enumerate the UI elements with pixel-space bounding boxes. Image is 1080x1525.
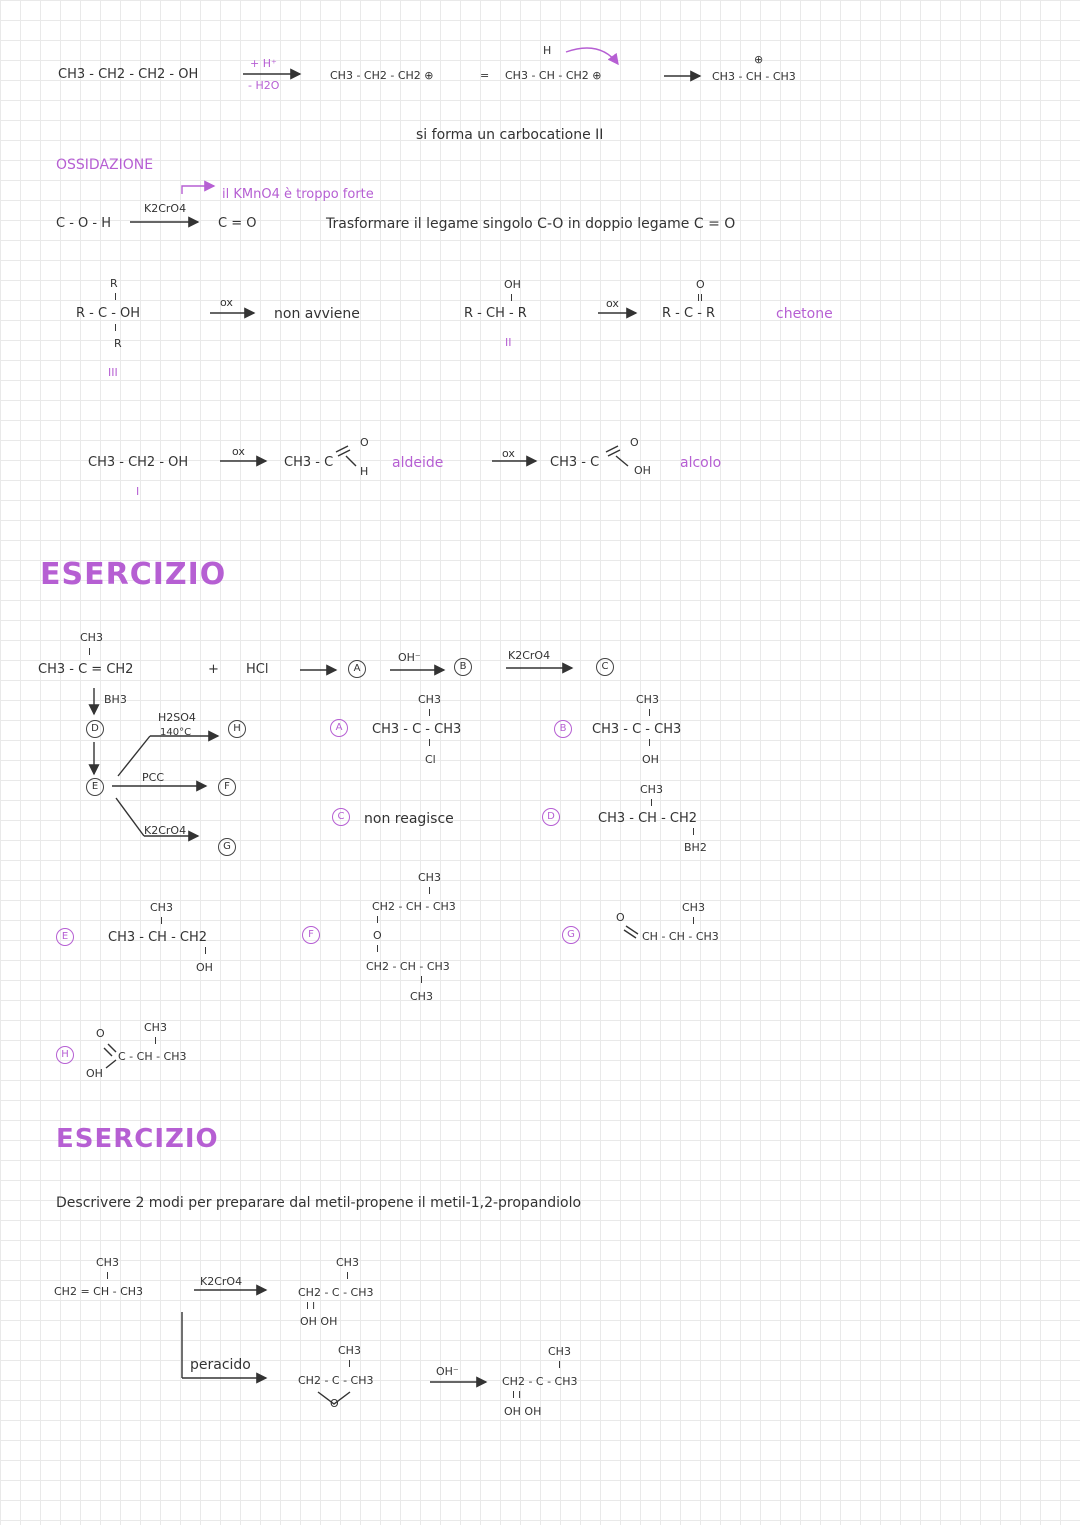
ex2-p2-main: CH2 - C - CH3: [502, 1375, 578, 1388]
ex1-circle-a: A: [348, 660, 366, 678]
sec-main: R - CH - R: [464, 306, 527, 321]
ex1-d-sub: BH2: [684, 841, 707, 854]
sec-label: II: [505, 336, 512, 349]
ex1-temp: 140°C: [160, 727, 192, 738]
tert-bar-bot: I: [114, 323, 117, 334]
r1-note: si forma un carbocatione II: [416, 127, 604, 143]
ex1-d-bar2: I: [692, 827, 695, 838]
tert-r-bot: R: [114, 337, 122, 350]
ex1-g-bar: I: [692, 916, 695, 927]
ex2-p1-bar: I: [346, 1271, 349, 1282]
ex2-p1-ch3: CH3: [336, 1256, 359, 1269]
ex1-a-bar2: I: [428, 738, 431, 749]
r1-reactant: CH3 - CH2 - CH2 - OH: [58, 67, 199, 82]
ex2-ep-bar: I: [348, 1359, 351, 1370]
ex1-a-bar: I: [428, 708, 431, 719]
r1-h-label: H: [543, 44, 552, 57]
ex1-circle-f: F: [218, 778, 236, 796]
sec-oh: OH: [504, 278, 521, 291]
ex1-h-ch3: CH3: [144, 1021, 167, 1034]
ex1-plus: +: [208, 662, 219, 677]
ex2-p1-main: CH2 - C - CH3: [298, 1286, 374, 1299]
ex1-d-bar: I: [650, 798, 653, 809]
ex2-title: ESERCIZIO: [56, 1124, 219, 1154]
ex1-f-bot: CH2 - CH - CH3: [366, 960, 450, 973]
ex1-e-bar2: I: [204, 946, 207, 957]
ex2-ep-o: O: [330, 1397, 339, 1410]
ex1-b-bar: I: [648, 708, 651, 719]
ex1-circle-d: D: [86, 720, 104, 738]
prim-ox1: ox: [232, 445, 245, 458]
ex1-h-oh: OH: [86, 1067, 103, 1080]
ex1-start-main: CH3 - C = CH2: [38, 662, 134, 677]
ex1-a-main: CH3 - C - CH3: [372, 722, 462, 737]
ex2-p2-bars: I I: [512, 1390, 522, 1401]
ex2-start: CH2 = CH - CH3: [54, 1285, 144, 1298]
ex1-title: ESERCIZIO: [40, 557, 227, 592]
arrow-ex1-e-h: [118, 736, 150, 776]
sec-product: R - C - R: [662, 306, 716, 321]
ex2-p1-bars: I I: [306, 1301, 316, 1312]
ex1-f-ch3: CH3: [418, 871, 441, 884]
ex1-k2: K2CrO4: [508, 649, 551, 662]
ex1-f-bar: I: [428, 886, 431, 897]
r1-cation2: CH3 - CH - CH2 ⊕: [505, 69, 602, 82]
ex1-f-ch3b: CH3: [410, 990, 433, 1003]
ex1-e-bar: I: [160, 916, 163, 927]
ex1-pcc: PCC: [142, 771, 164, 784]
ex1-c-text: non reagisce: [364, 811, 454, 827]
prim-ald-o: O: [360, 436, 369, 449]
ex1-circle-c: C: [596, 658, 614, 676]
ex2-oh: OH⁻: [436, 1365, 459, 1378]
prim-acid-oh: OH: [634, 464, 651, 477]
prim-ald: CH3 - C: [284, 455, 334, 470]
prim-ald-name: aldeide: [392, 455, 444, 471]
hydride-shift-arrow: [566, 48, 618, 64]
ex1-label-a: A: [330, 719, 348, 737]
prim-ox2: ox: [502, 447, 515, 460]
ex2-p2-bar: I: [558, 1360, 561, 1371]
ex1-h2so4: H2SO4: [158, 711, 196, 724]
ex1-f-bar3: I: [376, 944, 379, 955]
ex1-d-ch3: CH3: [640, 783, 663, 796]
tert-ox: ox: [220, 296, 233, 309]
oss-left: C - O - H: [56, 216, 111, 231]
ex2-p2-ch3: CH3: [548, 1345, 571, 1358]
ex2-ep-main: CH2 - C - CH3: [298, 1374, 374, 1387]
tert-r-top: R: [110, 277, 118, 290]
prim-label: I: [136, 485, 140, 498]
tert-bar-top: I: [114, 292, 117, 303]
ex2-start-bar: I: [106, 1271, 109, 1282]
sec-dbl: II: [697, 293, 703, 304]
ex1-label-c: C: [332, 808, 350, 826]
ex1-g-main: CH - CH - CH3: [642, 930, 719, 943]
ex1-circle-g: G: [218, 838, 236, 856]
r1-plus-mark: ⊕: [754, 53, 764, 66]
sec-ox: ox: [606, 297, 619, 310]
prim-reactant: CH3 - CH2 - OH: [88, 455, 189, 470]
ex1-d-main: CH3 - CH - CH2: [598, 811, 698, 826]
ex1-oh: OH⁻: [398, 651, 421, 664]
sec-name: chetone: [776, 306, 833, 322]
ex1-k2b: K2CrO4: [144, 824, 187, 837]
sec-o: O: [696, 278, 705, 291]
ex1-h-o: O: [96, 1027, 105, 1040]
ex2-p2-oh: OH OH: [504, 1405, 542, 1418]
ex1-label-f: F: [302, 926, 320, 944]
ex1-b-sub: OH: [642, 753, 659, 766]
ex2-p1-oh: OH OH: [300, 1315, 338, 1328]
ex1-b-bar2: I: [648, 738, 651, 749]
r1-eq: =: [480, 69, 490, 82]
ex1-e-ch3: CH3: [150, 901, 173, 914]
ex1-h-main: C - CH - CH3: [118, 1050, 187, 1063]
r1-product: CH3 - CH - CH3: [712, 70, 796, 83]
oss-desc: Trasformare il legame singolo C-O in doppio legame C = O: [326, 216, 736, 232]
ex1-label-d: D: [542, 808, 560, 826]
tert-label: III: [108, 366, 118, 379]
ex1-f-top: CH2 - CH - CH3: [372, 900, 456, 913]
ex2-question: Descrivere 2 modi per preparare dal metil-propene il metil-1,2-propandiolo: [56, 1195, 582, 1211]
ex2-start-ch3: CH3: [96, 1256, 119, 1269]
kmno4-note-arrow: [182, 186, 214, 194]
prim-acid-name: alcolo: [680, 455, 722, 471]
ex1-b-ch3: CH3: [636, 693, 659, 706]
ex1-label-b: B: [554, 720, 572, 738]
tert-main: R - C - OH: [76, 306, 141, 321]
arrow-ex1-e-g: [116, 798, 144, 836]
ex1-circle-h: H: [228, 720, 246, 738]
prim-ald-h: H: [360, 465, 369, 478]
oss-reagent: K2CrO4: [144, 202, 187, 215]
ex1-g-o: O: [616, 911, 625, 924]
ex1-circle-b: B: [454, 658, 472, 676]
sec-bar: I: [510, 293, 513, 304]
oss-right: C = O: [218, 216, 257, 231]
ex1-label-g: G: [562, 926, 580, 944]
ex1-circle-e: E: [86, 778, 104, 796]
ex1-hcl: HCl: [246, 662, 269, 677]
ex1-label-e: E: [56, 928, 74, 946]
ex1-a-sub: Cl: [425, 753, 436, 766]
ex1-start-bar: I: [88, 647, 91, 658]
ex2-peracido: peracido: [190, 1357, 251, 1373]
ex1-a-ch3: CH3: [418, 693, 441, 706]
ex1-bh3: BH3: [104, 693, 127, 706]
oss-heading: OSSIDAZIONE: [56, 157, 154, 173]
ex1-b-main: CH3 - C - CH3: [592, 722, 682, 737]
ex1-g-ch3: CH3: [682, 901, 705, 914]
prim-acid: CH3 - C: [550, 455, 600, 470]
ex1-h-bar: I: [154, 1036, 157, 1047]
ex2-ep-ch3: CH3: [338, 1344, 361, 1357]
ex1-start-ch3: CH3: [80, 631, 103, 644]
ex1-f-bar2: I: [376, 915, 379, 926]
r1-cation1: CH3 - CH2 - CH2 ⊕: [330, 69, 434, 82]
ex1-f-bar4: I: [420, 975, 423, 986]
ex1-f-o: O: [373, 929, 382, 942]
oss-note: il KMnO4 è troppo forte: [222, 187, 374, 202]
ex1-e-main: CH3 - CH - CH2: [108, 930, 208, 945]
tert-result: non avviene: [274, 306, 360, 322]
r1-cond-bot: - H2O: [248, 79, 280, 92]
ex1-label-h: H: [56, 1046, 74, 1064]
r1-cond-top: + H⁺: [250, 57, 277, 70]
ex2-k2: K2CrO4: [200, 1275, 243, 1288]
ex1-e-sub: OH: [196, 961, 213, 974]
prim-acid-o: O: [630, 436, 639, 449]
